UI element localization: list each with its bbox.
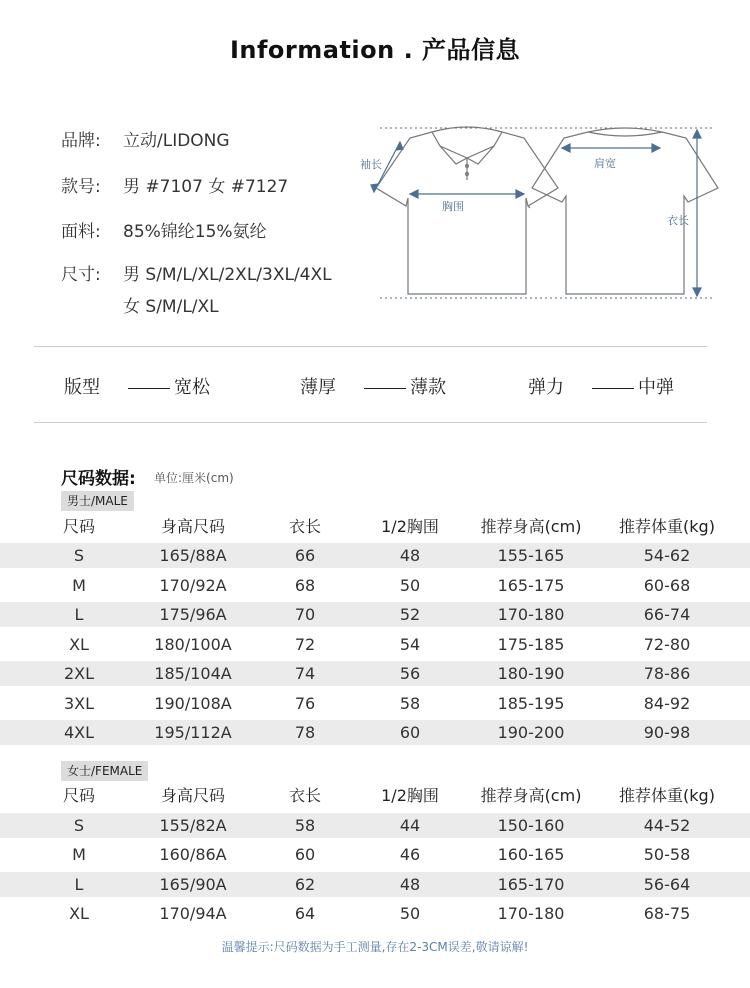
table-row — [0, 691, 750, 716]
table-cell: 175/96A — [159, 605, 227, 624]
attribute-elasticity-label: 弹力 — [528, 377, 564, 398]
footer-note: 温馨提示:尺码数据为手工测量,存在2-3CM误差,敬请谅解! — [221, 940, 529, 954]
size-unit-note: 单位:厘米(cm) — [154, 471, 234, 485]
attribute-thickness-label: 薄厚 — [300, 377, 336, 398]
table-cell: M — [72, 576, 86, 595]
page-title: Information . 产品信息 — [229, 36, 521, 64]
table-cell: L — [74, 605, 84, 624]
table-cell: 46 — [399, 845, 421, 864]
table-cell: 62 — [294, 875, 316, 894]
table-cell: 78 — [294, 723, 316, 742]
attribute-fit — [64, 373, 210, 399]
fabric-row — [61, 217, 267, 242]
table-cell: S — [73, 816, 85, 835]
table-row — [0, 661, 750, 686]
attribute-elasticity — [528, 373, 674, 399]
attribute-fit-value: 宽松 — [174, 377, 210, 398]
header-cell: 身高尺码 — [160, 786, 226, 805]
table-cell: 72 — [294, 635, 316, 654]
table-cell: 50 — [399, 576, 421, 595]
table-cell: 170-180 — [497, 605, 565, 624]
table-cell: 50-58 — [643, 845, 691, 864]
table-cell: 66 — [294, 546, 316, 565]
chest-label: 胸围 — [442, 200, 464, 213]
table-cell: 185-195 — [497, 694, 565, 713]
table-cell: 76 — [294, 694, 316, 713]
header-cell: 推荐体重(kg) — [619, 786, 715, 805]
length-arrow — [693, 130, 701, 296]
table-cell: 170/92A — [159, 576, 227, 595]
table-cell: 72-80 — [643, 635, 691, 654]
table-cell: L — [74, 875, 84, 894]
header-cell: 身高尺码 — [160, 517, 226, 536]
table-cell: 58 — [294, 816, 316, 835]
fabric-label: 面料: — [61, 222, 101, 242]
table-cell: 190/108A — [154, 694, 232, 713]
header-cell: 推荐身高(cm) — [480, 786, 582, 805]
brand-value: 立动/LIDONG — [123, 131, 230, 151]
table-cell: 74 — [294, 664, 316, 683]
table-cell: 165/90A — [159, 875, 227, 894]
female-tag: 女士/FEMALE — [61, 761, 148, 781]
table-cell: 190-200 — [497, 723, 565, 742]
garment-measure-diagram — [330, 118, 720, 308]
dash-line — [592, 388, 634, 389]
dash-line — [128, 388, 170, 389]
table-row — [0, 813, 750, 838]
table-cell: 84-92 — [643, 694, 691, 713]
table-cell: 170/94A — [159, 904, 227, 923]
style-number-label: 款号: — [61, 177, 101, 197]
attribute-thickness-value: 薄款 — [410, 377, 446, 398]
size-data-heading: 尺码数据: — [61, 469, 136, 489]
table-cell: 90-98 — [643, 723, 691, 742]
shoulder-label: 肩宽 — [594, 157, 616, 170]
table-cell: 60 — [399, 723, 421, 742]
table-row — [0, 632, 750, 657]
sleeve-label: 袖长 — [360, 158, 382, 171]
table-row — [0, 543, 750, 568]
table-cell: S — [73, 546, 85, 565]
shirt-back-icon — [532, 128, 718, 294]
table-cell: 78-86 — [643, 664, 691, 683]
table-cell: 150-160 — [497, 816, 565, 835]
brand-row — [61, 126, 230, 151]
size-value-female: 女 S/M/L/XL — [123, 297, 219, 317]
table-cell: 44 — [399, 816, 421, 835]
header-cell: 推荐体重(kg) — [619, 517, 715, 536]
table-row — [0, 573, 750, 598]
size-label: 尺寸: — [61, 265, 101, 285]
attribute-thickness — [300, 373, 446, 399]
header-cell: 衣长 — [288, 786, 322, 805]
attribute-fit-label: 版型 — [64, 377, 100, 398]
length-label: 衣长 — [667, 214, 689, 227]
table-cell: 155-165 — [497, 546, 565, 565]
table-row — [0, 720, 750, 745]
table-cell: 54-62 — [643, 546, 691, 565]
table-cell: XL — [69, 635, 89, 654]
table-cell: 60 — [294, 845, 316, 864]
chest-arrow — [410, 190, 524, 198]
shirt-front-icon — [376, 127, 558, 294]
table-header — [0, 783, 750, 808]
table-cell: 56-64 — [643, 875, 691, 894]
table-cell: 2XL — [63, 664, 95, 683]
table-cell: 155/82A — [159, 816, 227, 835]
table-header — [0, 514, 750, 539]
header-cell: 尺码 — [62, 517, 96, 536]
table-cell: 3XL — [63, 694, 95, 713]
table-cell: 58 — [399, 694, 421, 713]
table-cell: 180/100A — [154, 635, 232, 654]
size-row-female — [123, 292, 219, 317]
style-number-value: 男 #7107 女 #7127 — [123, 177, 289, 197]
male-tag: 男士/MALE — [61, 491, 134, 511]
table-cell: 56 — [399, 664, 421, 683]
table-cell: 52 — [399, 605, 421, 624]
table-cell: 50 — [399, 904, 421, 923]
table-cell: 180-190 — [497, 664, 565, 683]
table-cell: XL — [69, 904, 89, 923]
header-cell: 尺码 — [62, 786, 96, 805]
table-cell: 195/112A — [154, 723, 232, 742]
shoulder-arrow — [562, 144, 660, 152]
table-cell: 165-175 — [497, 576, 565, 595]
header-cell: 1/2胸围 — [381, 517, 439, 536]
table-cell: 68 — [294, 576, 316, 595]
header-cell: 推荐身高(cm) — [480, 517, 582, 536]
fabric-value: 85%锦纶15%氨纶 — [123, 222, 267, 242]
table-cell: 64 — [294, 904, 316, 923]
size-value-male: 男 S/M/L/XL/2XL/3XL/4XL — [123, 265, 332, 285]
table-cell: 160-165 — [497, 845, 565, 864]
table-cell: 48 — [399, 546, 421, 565]
attribute-elasticity-value: 中弹 — [638, 377, 674, 398]
table-cell: 66-74 — [643, 605, 691, 624]
table-row — [0, 842, 750, 867]
divider-top — [34, 346, 707, 347]
table-cell: 165-170 — [497, 875, 565, 894]
brand-label: 品牌: — [61, 131, 101, 151]
table-cell: 60-68 — [643, 576, 691, 595]
table-cell: 54 — [399, 635, 421, 654]
table-row — [0, 602, 750, 627]
table-cell: 70 — [294, 605, 316, 624]
table-cell: 175-185 — [497, 635, 565, 654]
table-cell: 160/86A — [159, 845, 227, 864]
table-cell: 4XL — [63, 723, 95, 742]
divider-bottom — [34, 422, 707, 423]
table-cell: 170-180 — [497, 904, 565, 923]
header-cell: 衣长 — [288, 517, 322, 536]
table-row — [0, 872, 750, 897]
table-cell: 48 — [399, 875, 421, 894]
table-cell: 44-52 — [643, 816, 691, 835]
table-cell: 185/104A — [154, 664, 232, 683]
size-row — [61, 260, 332, 285]
table-row — [0, 901, 750, 926]
table-cell: M — [72, 845, 86, 864]
table-cell: 68-75 — [643, 904, 691, 923]
header-cell: 1/2胸围 — [381, 786, 439, 805]
table-cell: 165/88A — [159, 546, 227, 565]
style-number-row — [61, 172, 288, 197]
dash-line — [364, 388, 406, 389]
